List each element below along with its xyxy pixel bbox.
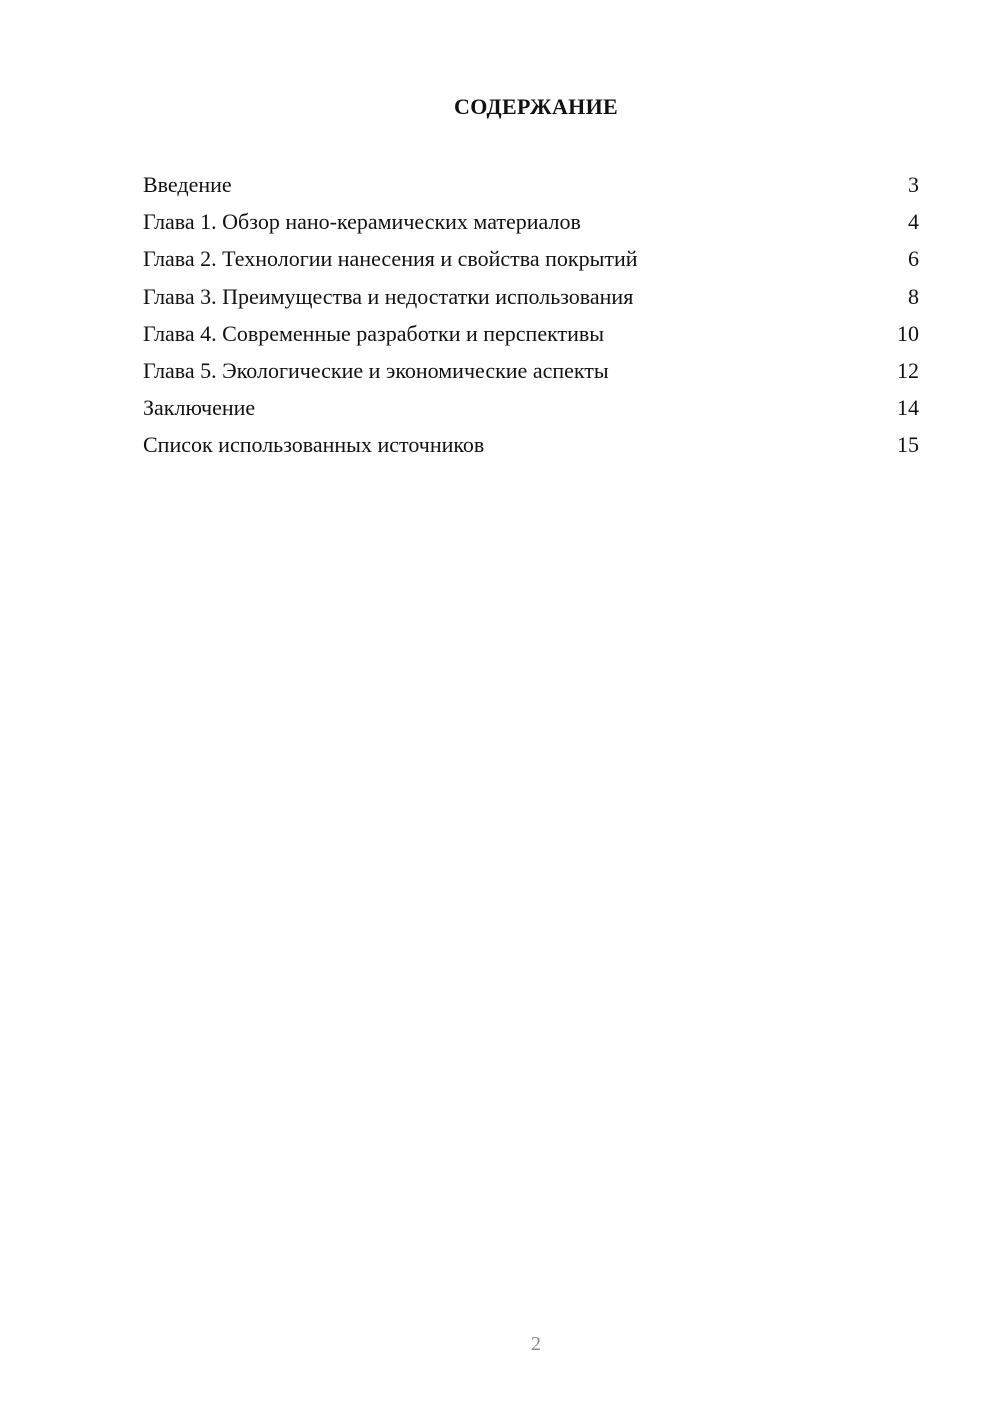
toc-item-page: 8: [908, 283, 919, 309]
toc-item-chapter-5: [143, 356, 919, 393]
toc-item-introduction: [143, 170, 919, 207]
toc-item-chapter-3: [143, 282, 919, 319]
table-of-contents: [143, 170, 919, 468]
toc-item-page: 14: [897, 395, 919, 421]
toc-item-chapter-2: [143, 244, 919, 281]
toc-item-page: 15: [897, 432, 919, 458]
toc-item-label: Глава 5. Экологические и экономические аспекты: [143, 357, 609, 383]
toc-item-label: Глава 4. Современные разработки и перспективы: [143, 320, 605, 346]
toc-item-label: Глава 3. Преимущества и недостатки использования: [143, 283, 634, 309]
toc-item-label: Глава 1. Обзор нано-керамических материалов: [143, 209, 581, 235]
toc-item-page: 12: [897, 357, 919, 383]
toc-item-label: Список использованных источников: [143, 432, 485, 458]
toc-item-references: [143, 430, 919, 467]
toc-item-page: 6: [908, 246, 919, 272]
toc-item-chapter-1: [143, 207, 919, 244]
toc-item-label: Заключение: [143, 395, 256, 421]
toc-item-label: Введение: [143, 172, 232, 197]
toc-item-chapter-4: [143, 319, 919, 356]
toc-item-page: 10: [897, 320, 919, 346]
toc-item-label: Глава 2. Технологии нанесения и свойства покрытий: [143, 246, 638, 272]
toc-item-page: 4: [908, 209, 919, 235]
toc-item-conclusion: [143, 393, 919, 430]
page-title: СОДЕРЖАНИЕ: [454, 94, 618, 119]
page-number: 2: [531, 1333, 541, 1355]
toc-item-page: 3: [908, 172, 919, 197]
